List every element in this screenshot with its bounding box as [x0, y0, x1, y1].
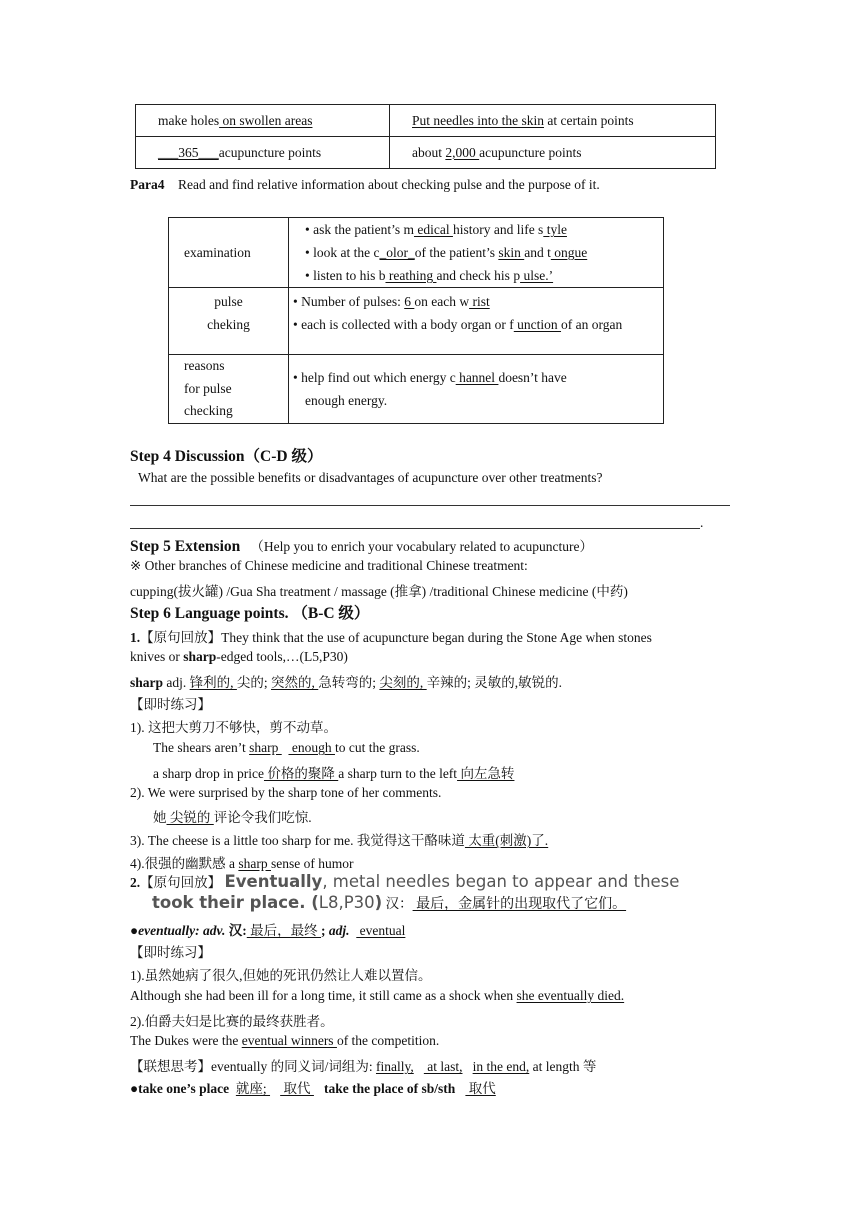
label-text: examination — [184, 244, 251, 260]
row-label — [169, 355, 289, 424]
exercise-2a: 她 尖锐的 评论令我们吃惊. — [153, 810, 312, 825]
cell-text: about — [412, 144, 446, 160]
row-content — [289, 288, 664, 355]
table1-cell — [390, 105, 716, 137]
eventually-definition: ●eventually: adv. 汉: 最后，最终 ; adj. eventual — [130, 923, 406, 938]
label-text: for pulse — [184, 380, 232, 396]
period-mark: . — [700, 515, 704, 530]
exercise-2: 2). We were surprised by the sharp tone of her comments. — [130, 785, 442, 800]
cell-text: acupuncture points — [218, 144, 322, 160]
answer-line — [130, 505, 730, 506]
answer-text: on swollen areas — [219, 112, 313, 128]
synonyms-line: 【联想思考】eventually 的同义词/词组为: finally, at last, in the end, at length 等 — [130, 1059, 597, 1074]
label-text: checking — [184, 403, 233, 418]
table1-cell — [136, 137, 390, 169]
label-text: pulse — [214, 294, 243, 309]
step4-title: Step 4 Discussion（C-D 级） — [130, 448, 323, 465]
cell-text: make holes — [158, 112, 220, 128]
pulse-line-2: • each is collected with a body organ or f unction of an organ — [293, 317, 623, 332]
exam-line-2: • look at the c_olor_of the patient’s skin and t ongue — [305, 245, 588, 260]
step5-heading — [130, 535, 593, 556]
exercise-1b: a sharp drop in price 价格的聚降 a sharp turn to the left 向左急转 — [153, 766, 515, 781]
ev-exercise-1-cn: 1).虽然她病了很久,但她的死讯仍然让人难以置信。 — [130, 968, 432, 983]
exercise-1a: The shears aren’t sharp enough to cut the grass. — [153, 740, 420, 755]
step6-title: Step 6 Language points. （B-C 级） — [130, 605, 370, 622]
exercise-1: 1). 这把大剪刀不够快，剪不动草。 — [130, 720, 337, 735]
step5-line-2: cupping(拔火罐) /Gua Sha treatment / massage (推拿) /traditional Chinese medicine (中药) — [130, 584, 628, 599]
label-text: reasons — [184, 358, 225, 373]
table1-cell — [390, 137, 716, 169]
ev-exercise-2-en: The Dukes were the eventual winners of the competition. — [130, 1033, 440, 1048]
row-content — [289, 218, 664, 288]
exercise-3: 3). The cheese is a little too sharp for me. 我觉得这干酪味道 太重(刺激)了. — [130, 833, 549, 848]
comparison-table — [135, 104, 716, 169]
row-content — [289, 355, 664, 424]
ev-exercise-2-cn: 2).伯爵夫妇是比赛的最终获胜者。 — [130, 1014, 334, 1029]
take-place-line: ●take one’s place 就座; 取代 take the place of sb/sth 取代 — [130, 1081, 496, 1096]
answer-line — [130, 528, 700, 529]
pulse-table — [168, 217, 664, 424]
para-text: Read and find relative information about checking pulse and the purpose of it. — [178, 177, 600, 192]
exam-line-3: • listen to his b reathing and check his p ulse.’ — [305, 268, 554, 283]
cell-text: at certain points — [544, 112, 634, 128]
point1-line-b: knives or sharp-edged tools,…(L5,P30) — [130, 649, 348, 664]
table1-cell — [136, 105, 390, 137]
practice-label: 【即时练习】 — [130, 697, 211, 712]
exam-line-1: • ask the patient’s m edical history and life s tyle — [305, 222, 567, 237]
reason-line-1: • help find out which energy c hannel doesn’t have — [293, 369, 567, 385]
reason-line-2: enough energy. — [305, 392, 388, 408]
step4-question: What are the possible benefits or disadvantages of acupuncture over other treatments? — [138, 470, 603, 485]
row-label — [169, 218, 289, 288]
practice-label-2: 【即时练习】 — [130, 945, 211, 960]
answer-text: Put needles into the skin — [412, 112, 544, 128]
point2-sentence: 2.【原句回放】 Eventually, metal needles began to appear and these took their place. (L8,P30) 汉： 最后，金属针的出现取代了它们。 — [130, 872, 680, 912]
exercise-4: 4).很强的幽默感 a sharp sense of humor — [130, 856, 354, 871]
cell-text: acupuncture points — [479, 144, 582, 160]
label-text: cheking — [207, 317, 250, 332]
row-label — [169, 288, 289, 355]
answer-text: ___365___ — [158, 144, 219, 160]
step5-line-1: ※ Other branches of Chinese medicine and traditional Chinese treatment: — [130, 558, 528, 573]
point1-line-a: 1.【原句回放】They think that the use of acupuncture began during the Stone Age when stones — [130, 630, 652, 645]
para-label: Para4 — [130, 177, 165, 192]
step5-title: Step 5 Extension — [130, 538, 241, 555]
step5-note: （Help you to enrich your vocabulary related to acupuncture） — [250, 539, 594, 554]
answer-text: 2,000 — [445, 144, 480, 160]
para4-instruction — [130, 177, 600, 193]
sharp-definition: sharp adj. 锋利的, 尖的; 突然的, 急转弯的; 尖刻的, 辛辣的; 灵敏的,敏锐的. — [130, 675, 563, 690]
ev-exercise-1-en: Although she had been ill for a long time, it still came as a shock when she eventually died. — [130, 988, 625, 1003]
pulse-line-1: • Number of pulses: 6 on each w rist — [293, 294, 490, 309]
